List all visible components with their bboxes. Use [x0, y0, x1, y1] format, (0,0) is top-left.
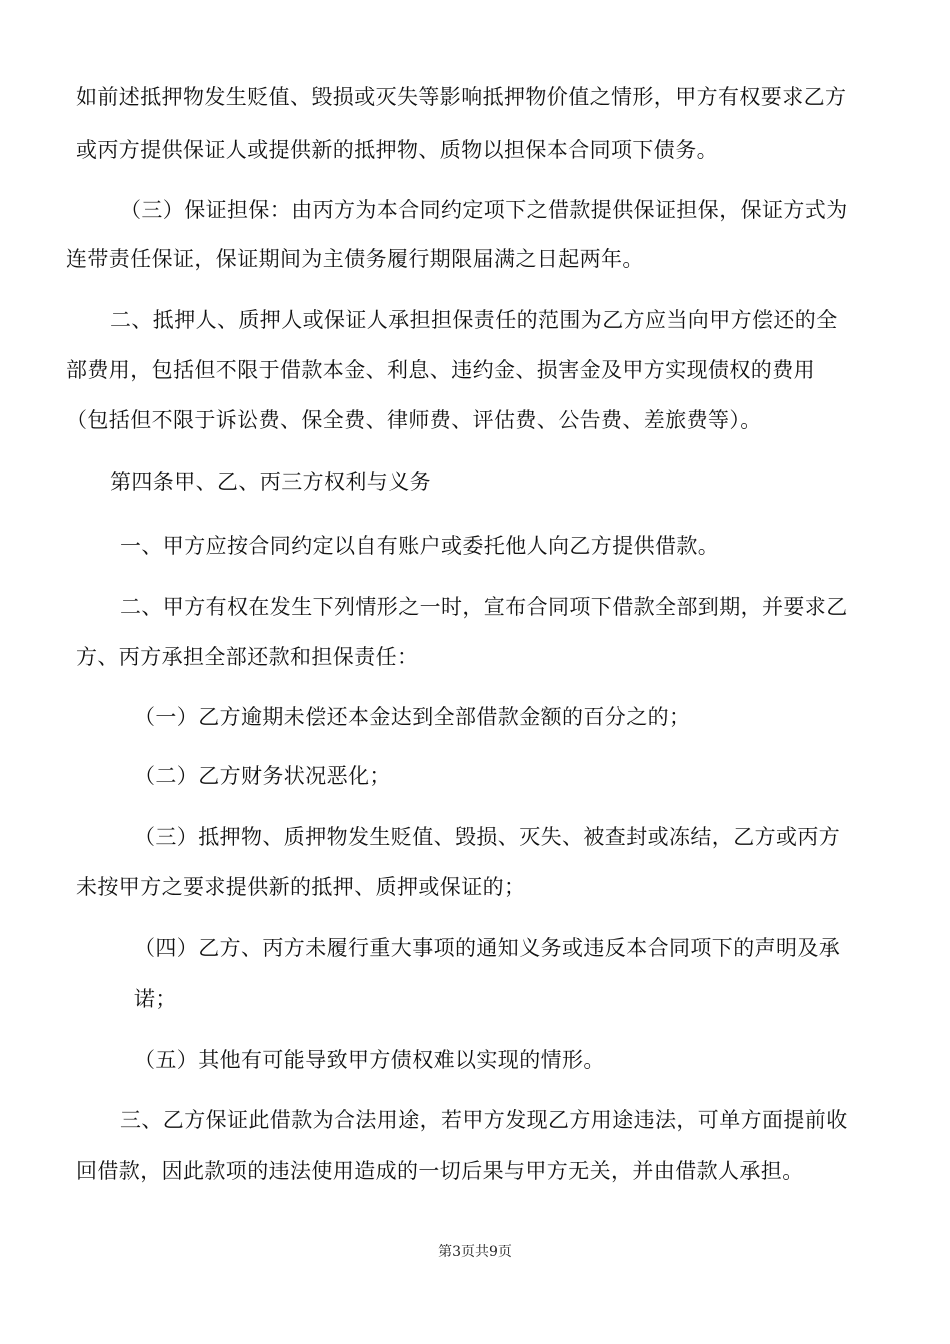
list-item: （二）乙方财务状况恶化；	[134, 764, 391, 788]
text-line: 二、抵押人、质押人或保证人承担担保责任的范围为乙方应当向甲方偿还的全	[110, 308, 838, 332]
text-line: （三）保证担保：由丙方为本合同约定项下之借款提供保证担保，保证方式为	[120, 198, 848, 222]
list-item: （五）其他有可能导致甲方债权难以实现的情形。	[134, 1048, 605, 1072]
list-item: （一）乙方逾期未偿还本金达到全部借款金额的百分之的；	[134, 705, 691, 729]
page-number: 第3页共9页	[438, 1244, 512, 1260]
text-line: 部费用，包括但不限于借款本金、利息、违约金、损害金及甲方实现债权的费用	[66, 358, 815, 382]
text-line: 三、乙方保证此借款为合法用途，若甲方发现乙方用途违法，可单方面提前收	[120, 1108, 848, 1132]
text-line: 方、丙方承担全部还款和担保责任：	[76, 645, 419, 669]
text-line: 二、甲方有权在发生下列情形之一时，宣布合同项下借款全部到期，并要求乙	[120, 595, 848, 619]
text-line: （包括但不限于诉讼费、保全费、律师费、评估费、公告费、差旅费等）。	[66, 408, 762, 432]
text-line: 如前述抵押物发生贬值、毁损或灭失等影响抵押物价值之情形，甲方有权要求乙方	[76, 85, 847, 109]
list-item: （四）乙方、丙方未履行重大事项的通知义务或违反本合同项下的声明及承	[134, 936, 841, 960]
text-line: 未按甲方之要求提供新的抵押、质押或保证的；	[76, 875, 526, 899]
text-line: 回借款，因此款项的违法使用造成的一切后果与甲方无关，并由借款人承担。	[76, 1159, 804, 1183]
text-line: 连带责任保证，保证期间为主债务履行期限届满之日起两年。	[66, 247, 644, 271]
section-heading: 第四条甲、乙、丙三方权利与义务	[110, 470, 431, 494]
list-item: （三）抵押物、质押物发生贬值、毁损、灭失、被查封或冻结，乙方或丙方	[134, 825, 841, 849]
text-line: 一、甲方应按合同约定以自有账户或委托他人向乙方提供借款。	[120, 534, 720, 558]
text-line: 或丙方提供保证人或提供新的抵押物、质物以担保本合同项下债务。	[76, 138, 718, 162]
text-line: 诺；	[134, 987, 177, 1011]
